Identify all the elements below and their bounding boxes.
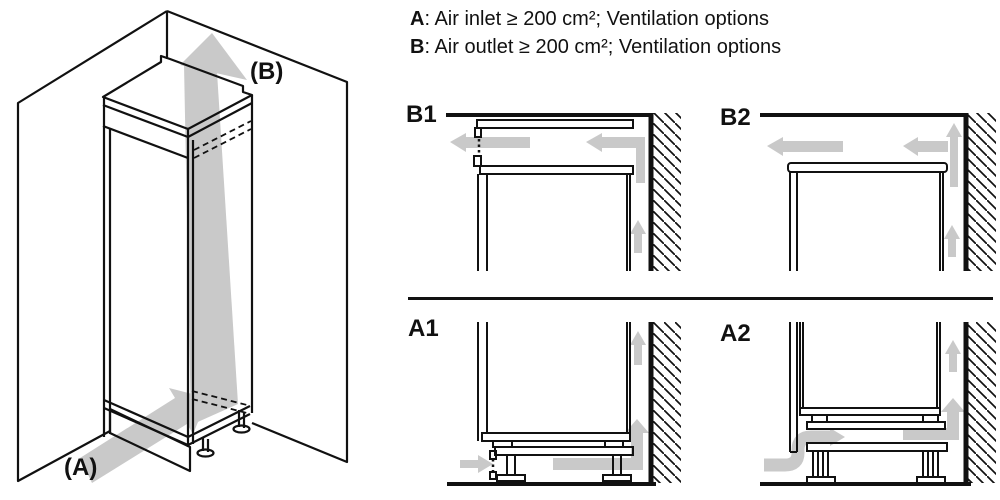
- b2-wall-hatching: [968, 113, 996, 271]
- panel-b1-diagram: [400, 90, 690, 298]
- panel-a2-diagram: [690, 300, 1000, 500]
- panel-b2-diagram: [690, 90, 1000, 298]
- panel-a1-diagram: [400, 300, 690, 500]
- a2-plinth-platform: [807, 443, 947, 451]
- panel-label-b1: B1: [406, 101, 437, 128]
- overview-isometric-drawing: [0, 0, 400, 500]
- a1-cabinet-bottom: [482, 433, 630, 441]
- legend: [410, 5, 781, 61]
- legend-key-b: B: [410, 36, 425, 58]
- label-air-outlet-b: (B): [250, 58, 284, 85]
- b1-linework: [446, 113, 681, 271]
- panel-label-a2: A2: [720, 320, 751, 347]
- a1-wall-hatching: [653, 322, 681, 483]
- legend-line-air-inlet: [410, 5, 781, 33]
- a2-airflow-arrows: [764, 340, 965, 465]
- legend-key-a: A: [410, 8, 425, 30]
- a2-cabinet-bottom: [800, 408, 940, 415]
- legend-line-air-outlet: [410, 33, 781, 61]
- a2-wall-hatching: [968, 322, 996, 483]
- legend-text-a: : Air inlet ≥ 200 cm²; Ventilation options: [424, 8, 769, 30]
- label-air-inlet-a: (A): [64, 454, 98, 481]
- b1-wall-hatching: [653, 113, 681, 271]
- a1-plinth-platform: [495, 447, 633, 455]
- panel-label-b2: B2: [720, 104, 751, 131]
- a1-airflow-arrows: [460, 331, 649, 473]
- a1-leg-left: [507, 455, 515, 475]
- a2-plinth-cover: [807, 422, 945, 429]
- panel-label-a1: A1: [408, 315, 439, 342]
- b1-ceiling-panel: [477, 120, 633, 128]
- left-wall: [18, 11, 167, 481]
- section-divider: [408, 297, 993, 300]
- b1-cabinet-top: [480, 166, 633, 174]
- legend-text-b: : Air outlet ≥ 200 cm²; Ventilation options: [424, 36, 782, 58]
- b2-cabinet-top: [788, 163, 947, 172]
